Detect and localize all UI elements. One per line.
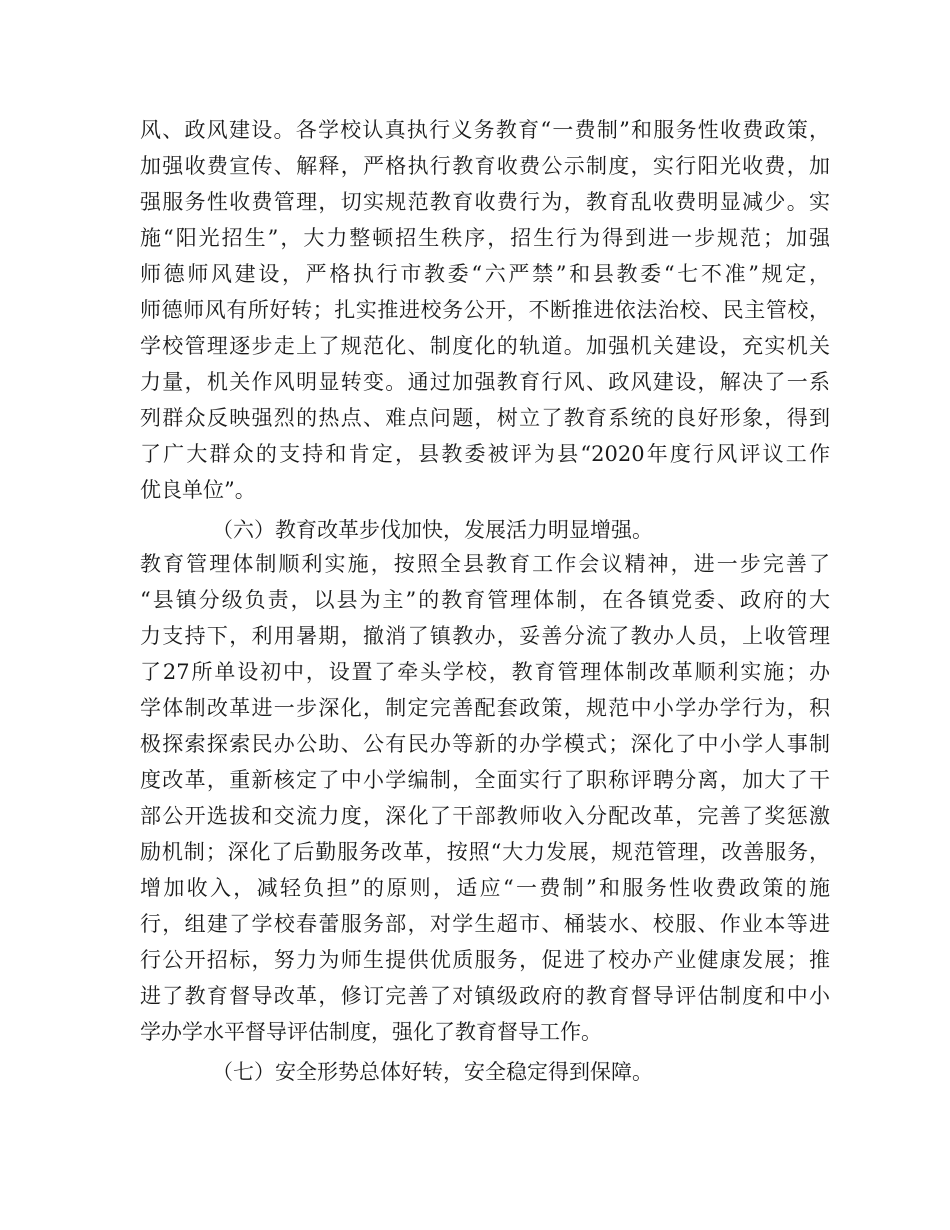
paragraph-line: 了27所单设初中，设置了牵头学校，教育管理体制改革顺利实施；办 [140, 660, 830, 684]
paragraph-line: 极探索探索民办公助、公有民办等新的办学模式；深化了中小学人事制 [140, 732, 830, 756]
paragraph-line: 风、政风建设。各学校认真执行义务教育“一费制”和服务性收费政策， [140, 118, 830, 142]
paragraph-line: 力支持下，利用暑期，撤消了镇教办，妥善分流了教办人员，上收管理 [140, 624, 830, 648]
paragraph-line: 增加收入，减轻负担”的原则，适应“一费制”和服务性收费政策的施 [140, 876, 830, 900]
paragraph-line: 学校管理逐步走上了规范化、制度化的轨道。加强机关建设，充实机关 [140, 334, 830, 358]
paragraph-line: 学办学水平督导评估制度，强化了教育督导工作。 [140, 1020, 602, 1044]
paragraph-line: 了广大群众的支持和肯定，县教委被评为县“2020年度行风评议工作 [140, 442, 830, 466]
paragraph-line: 强服务性收费管理，切实规范教育收费行为，教育乱收费明显减少。实 [140, 190, 830, 214]
paragraph-line: 教育管理体制顺利实施，按照全县教育工作会议精神，进一步完善了 [140, 552, 830, 576]
paragraph-line: 加强收费宣传、解释，严格执行教育收费公示制度，实行阳光收费，加 [140, 154, 830, 178]
paragraph-line: 励机制；深化了后勤服务改革，按照“大力发展，规范管理，改善服务， [140, 840, 830, 864]
paragraph-line: 学体制改革进一步深化，制定完善配套政策，规范中小学办学行为，积 [140, 696, 830, 720]
section-heading-7: （七）安全形势总体好转，安全稳定得到保障。 [212, 1060, 653, 1084]
paragraph-line: 部公开选拔和交流力度，深化了干部教师收入分配改革，完善了奖惩激 [140, 804, 830, 828]
paragraph-line: 列群众反映强烈的热点、难点问题，树立了教育系统的良好形象，得到 [140, 406, 830, 430]
paragraph-line: 施“阳光招生”，大力整顿招生秩序，招生行为得到进一步规范；加强 [140, 226, 830, 250]
paragraph-line: 优良单位”。 [140, 478, 256, 502]
paragraph-line: 师德师风建设，严格执行市教委“六严禁”和县教委“七不准”规定， [140, 262, 830, 286]
section-heading-6: （六）教育改革步伐加快，发展活力明显增强。 [212, 518, 653, 542]
paragraph-line: 师德师风有所好转；扎实推进校务公开，不断推进依法治校、民主管校， [140, 298, 830, 322]
paragraph-line: 度改革，重新核定了中小学编制，全面实行了职称评聘分离，加大了干 [140, 768, 830, 792]
paragraph-line: 行公开招标，努力为师生提供优质服务，促进了校办产业健康发展；推 [140, 948, 830, 972]
paragraph-line: 力量，机关作风明显转变。通过加强教育行风、政风建设，解决了一系 [140, 370, 830, 394]
paragraph-line: “县镇分级负责，以县为主”的教育管理体制，在各镇党委、政府的大 [140, 588, 830, 612]
paragraph-line: 行，组建了学校春蕾服务部，对学生超市、桶装水、校服、作业本等进 [140, 912, 830, 936]
paragraph-line: 进了教育督导改革，修订完善了对镇级政府的教育督导评估制度和中小 [140, 984, 830, 1008]
